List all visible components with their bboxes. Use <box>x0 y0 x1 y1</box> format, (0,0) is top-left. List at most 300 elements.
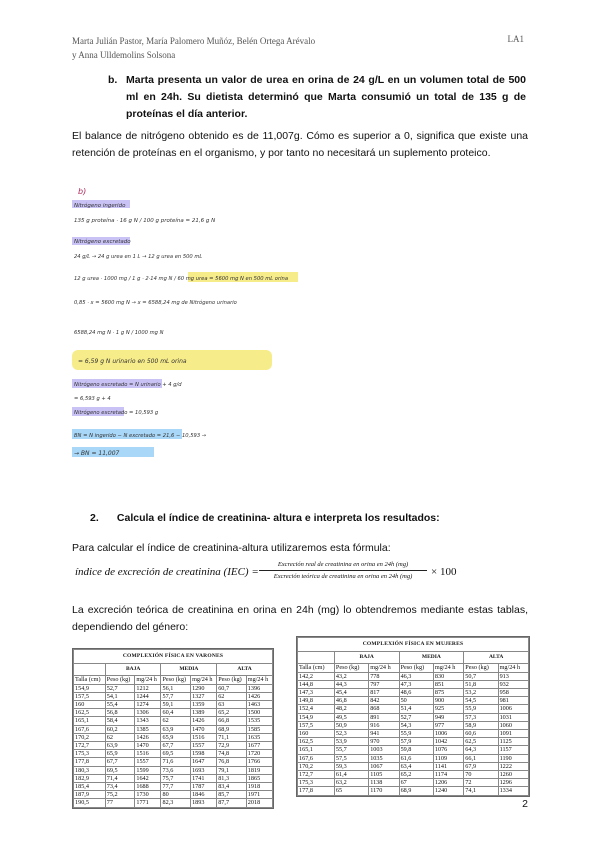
table-cell: 177,8 <box>74 758 106 766</box>
table-cell: 1170 <box>369 787 399 795</box>
table-row <box>298 721 529 729</box>
hw-section2: Nitrógeno excretado <box>74 239 131 245</box>
table-row <box>74 742 273 750</box>
formula-lhs: índice de excreción de creatinina (IEC) = <box>75 566 259 578</box>
table-cell: 57,7 <box>161 692 191 700</box>
hw-line11: → BN = 11,007 <box>74 450 120 457</box>
hw-title: b) <box>78 187 87 196</box>
section-2-title: Calcula el índice de creatinina- altura e interpreta los resultados: <box>116 512 440 524</box>
table-cell: 66,8 <box>217 717 247 725</box>
table-row <box>74 684 273 692</box>
table-cell: 59,8 <box>399 746 433 754</box>
table-cell: 53,9 <box>334 738 368 746</box>
table-cell: 977 <box>433 721 463 729</box>
tables-intro-paragraph: La excreción teórica de creatinina en orina en 24h (mg) lo obtendremos mediante estas tablas, dependiendo del género: <box>72 604 528 633</box>
table-cell: 1516 <box>135 750 161 758</box>
table-cell: 1865 <box>246 774 272 782</box>
table-cell: 65,2 <box>399 771 433 779</box>
table-cell: 1426 <box>135 733 161 741</box>
table-cell: 46,3 <box>399 672 433 680</box>
table-cell: 67 <box>399 779 433 787</box>
table-cell: 1647 <box>191 758 217 766</box>
table-cell: 1635 <box>246 733 272 741</box>
table-women-group: BAJA <box>334 652 399 664</box>
table-women-image <box>296 636 530 797</box>
table-cell: 916 <box>369 721 399 729</box>
table-cell: 1343 <box>135 717 161 725</box>
table-cell: 63,9 <box>105 742 135 750</box>
table-column-header: Peso (kg) <box>217 676 247 684</box>
table-cell: 67,7 <box>161 742 191 750</box>
table-column-header: Talla (cm) <box>74 676 106 684</box>
table-cell: 1819 <box>246 766 272 774</box>
table-cell: 74,1 <box>464 787 498 795</box>
table-cell: 1141 <box>433 762 463 770</box>
table-cell: 1426 <box>246 692 272 700</box>
table-cell: 190,5 <box>74 799 106 807</box>
table-cell: 47,3 <box>399 680 433 688</box>
table-cell: 61,4 <box>334 771 368 779</box>
table-cell: 1730 <box>135 791 161 799</box>
table-cell: 180,3 <box>74 766 106 774</box>
table-cell: 77 <box>105 799 135 807</box>
table-row <box>74 783 273 791</box>
table-cell: 142,2 <box>298 672 335 680</box>
table-cell: 79,1 <box>217 766 247 774</box>
table-row <box>74 750 273 758</box>
table-cell: 1290 <box>191 684 217 692</box>
table-column-header: mg/24 h <box>369 664 399 672</box>
hw-line4: 0,85 · x = 5600 mg N → x = 6588,24 mg de Nitrógeno urinario <box>74 300 237 306</box>
table-cell: 1787 <box>191 783 217 791</box>
authors-line-1: Marta Julián Pastor, María Palomero Muñóz, Belén Ortega Arévalo <box>72 36 316 46</box>
question-b-text: Marta presenta un valor de urea en orina de 24 g/L en un volumen total de 500 ml en 24h. Su dietista determinó que Marta consumió un total de 135 g de proteínas el día anterior. <box>126 74 526 120</box>
table-women-group: MEDIA <box>399 652 464 664</box>
table-cell: 1067 <box>369 762 399 770</box>
table-cell: 70 <box>464 771 498 779</box>
table-cell: 1642 <box>135 774 161 782</box>
table-cell: 1599 <box>135 766 161 774</box>
table-column-header: Peso (kg) <box>105 676 135 684</box>
table-women-spacer <box>298 652 335 664</box>
table-row <box>298 689 529 697</box>
table-cell: 160 <box>298 730 335 738</box>
table-row <box>74 766 273 774</box>
table-cell: 69,5 <box>105 766 135 774</box>
hw-line10: BN = N ingerido − N excretado = 21,6 − 10,593 → <box>74 433 207 439</box>
table-cell: 65 <box>334 787 368 795</box>
table-cell: 57,3 <box>464 713 498 721</box>
fraction-bar <box>259 570 427 571</box>
table-cell: 1426 <box>191 717 217 725</box>
table-cell: 60,7 <box>217 684 247 692</box>
table-cell: 2018 <box>246 799 272 807</box>
table-cell: 72 <box>464 779 498 787</box>
table-cell: 1105 <box>369 771 399 779</box>
table-cell: 1720 <box>246 750 272 758</box>
table-cell: 68,9 <box>217 725 247 733</box>
table-cell: 144,8 <box>298 680 335 688</box>
table-cell: 1296 <box>498 779 528 787</box>
table-cell: 913 <box>498 672 528 680</box>
table-cell: 1359 <box>191 701 217 709</box>
table-cell: 1396 <box>246 684 272 692</box>
table-cell: 69,5 <box>161 750 191 758</box>
table-cell: 817 <box>369 689 399 697</box>
table-cell: 72,9 <box>217 742 247 750</box>
table-cell: 157,5 <box>74 692 106 700</box>
table-cell: 62 <box>217 692 247 700</box>
table-cell: 182,9 <box>74 774 106 782</box>
table-cell: 58,4 <box>105 717 135 725</box>
table-cell: 152,4 <box>298 705 335 713</box>
table-cell: 63 <box>217 701 247 709</box>
section-2-number: 2. <box>90 512 99 524</box>
table-cell: 44,3 <box>334 680 368 688</box>
table-cell: 1334 <box>498 787 528 795</box>
table-cell: 81,3 <box>217 774 247 782</box>
table-cell: 1971 <box>246 791 272 799</box>
table-cell: 1693 <box>191 766 217 774</box>
table-row <box>298 787 529 795</box>
table-cell: 82,3 <box>161 799 191 807</box>
table-cell: 48,2 <box>334 705 368 713</box>
table-cell: 62,5 <box>464 738 498 746</box>
table-row <box>298 762 529 770</box>
table-row <box>298 779 529 787</box>
table-cell: 1516 <box>191 733 217 741</box>
table-cell: 50,7 <box>464 672 498 680</box>
table-cell: 76,8 <box>217 758 247 766</box>
section-2-heading <box>72 512 528 524</box>
table-cell: 1206 <box>433 779 463 787</box>
table-row <box>74 717 273 725</box>
table-cell: 55,9 <box>399 730 433 738</box>
table-cell: 1598 <box>191 750 217 758</box>
hw-line8: = 6,593 g + 4 <box>74 396 111 402</box>
table-cell: 797 <box>369 680 399 688</box>
table-cell: 1091 <box>498 730 528 738</box>
authors-line-2: y Anna Ulldemolins Solsona <box>72 50 176 60</box>
table-men-spacer <box>74 664 106 676</box>
table-cell: 55,7 <box>334 746 368 754</box>
table-cell: 175,3 <box>74 750 106 758</box>
table-cell: 1771 <box>135 799 161 807</box>
table-cell: 52,3 <box>334 730 368 738</box>
table-cell: 56,8 <box>105 709 135 717</box>
table-cell: 54,5 <box>464 697 498 705</box>
table-cell: 1274 <box>135 701 161 709</box>
table-row <box>298 746 529 754</box>
table-cell: 1385 <box>135 725 161 733</box>
table-cell: 1766 <box>246 758 272 766</box>
table-men-caption: COMPLEXIÓN FÍSICA EN VARONES <box>74 650 273 664</box>
table-cell: 61,6 <box>399 754 433 762</box>
hw-line1: 135 g proteína · 16 g N / 100 g proteína = 21,6 g N <box>74 218 216 224</box>
table-cell: 1535 <box>246 717 272 725</box>
hw-section1: Nitrógeno ingerido <box>74 203 126 209</box>
table-cell: 958 <box>498 689 528 697</box>
table-cell: 891 <box>369 713 399 721</box>
table-cell: 1463 <box>246 701 272 709</box>
table-cell: 170,2 <box>298 762 335 770</box>
table-cell: 43,2 <box>334 672 368 680</box>
formula-intro-paragraph: Para calcular el índice de creatinina-altura utilizaremos esta fórmula: <box>72 542 391 554</box>
table-cell: 48,6 <box>399 689 433 697</box>
table-column-header: Peso (kg) <box>464 664 498 672</box>
table-cell: 154,9 <box>74 684 106 692</box>
formula-tail: × 100 <box>431 566 457 578</box>
hw-line3: 12 g urea · 1000 mg / 1 g · 2·14 mg N / 60 mg urea = 5600 mg N en 500 mL orina <box>74 276 289 282</box>
table-cell: 75,7 <box>161 774 191 782</box>
table-cell: 64,3 <box>464 746 498 754</box>
table-column-header: Peso (kg) <box>399 664 433 672</box>
table-women-caption: COMPLEXIÓN FÍSICA EN MUJERES <box>298 638 529 652</box>
table-cell: 54,3 <box>399 721 433 729</box>
iec-formula <box>75 560 535 586</box>
table-cell: 172,7 <box>74 742 106 750</box>
table-cell: 778 <box>369 672 399 680</box>
table-cell: 1157 <box>498 746 528 754</box>
table-cell: 162,5 <box>298 738 335 746</box>
table-cell: 1042 <box>433 738 463 746</box>
table-cell: 1893 <box>191 799 217 807</box>
table-cell: 1741 <box>191 774 217 782</box>
table-cell: 50 <box>399 697 433 705</box>
table-cell: 154,9 <box>298 713 335 721</box>
table-cell: 80 <box>161 791 191 799</box>
table-women-group: ALTA <box>464 652 529 664</box>
table-cell: 875 <box>433 689 463 697</box>
table-cell: 65,9 <box>161 733 191 741</box>
table-cell: 1035 <box>369 754 399 762</box>
table-row <box>298 771 529 779</box>
table-cell: 1327 <box>191 692 217 700</box>
table-cell: 83,4 <box>217 783 247 791</box>
table-cell: 71,4 <box>105 774 135 782</box>
table-cell: 981 <box>498 697 528 705</box>
table-row <box>74 733 273 741</box>
table-cell: 830 <box>433 672 463 680</box>
hw-line9: Nitrógeno excretado = 10,593 g <box>74 410 159 416</box>
table-cell: 842 <box>369 697 399 705</box>
table-cell: 63,2 <box>334 779 368 787</box>
table-cell: 59,1 <box>161 701 191 709</box>
table-cell: 1222 <box>498 762 528 770</box>
table-cell: 56,1 <box>161 684 191 692</box>
table-cell: 60,4 <box>161 709 191 717</box>
table-cell: 172,7 <box>298 771 335 779</box>
table-row <box>74 725 273 733</box>
table-cell: 85,7 <box>217 791 247 799</box>
handwritten-notes-image <box>72 182 332 472</box>
table-men-group: BAJA <box>105 664 161 676</box>
table-row <box>298 705 529 713</box>
table-row <box>298 738 529 746</box>
table-cell: 68,9 <box>399 787 433 795</box>
table-cell: 65,9 <box>105 750 135 758</box>
table-row <box>298 730 529 738</box>
table-cell: 1212 <box>135 684 161 692</box>
table-column-header: Talla (cm) <box>298 664 335 672</box>
hw-line7: Nitrógeno excretado = N urinario + 4 g/d <box>74 382 182 388</box>
table-cell: 1076 <box>433 746 463 754</box>
document-header <box>72 34 372 62</box>
table-column-header: mg/24 h <box>246 676 272 684</box>
table-cell: 1244 <box>135 692 161 700</box>
table-cell: 1060 <box>498 721 528 729</box>
table-cell: 1557 <box>135 758 161 766</box>
table-cell: 53,2 <box>464 689 498 697</box>
table-row <box>74 791 273 799</box>
formula-denominator: Excreción teórica de creatinina en orina en 24h (mg) <box>273 573 413 580</box>
table-row <box>74 701 273 709</box>
table-cell: 71,6 <box>161 758 191 766</box>
table-row <box>74 799 273 807</box>
table-cell: 1240 <box>433 787 463 795</box>
table-cell: 1003 <box>369 746 399 754</box>
hw-line5: 6588,24 mg N · 1 g N / 1000 mg N <box>74 330 164 336</box>
table-row <box>298 672 529 680</box>
table-cell: 1260 <box>498 771 528 779</box>
table-cell: 62 <box>105 733 135 741</box>
table-cell: 167,6 <box>298 754 335 762</box>
table-cell: 147,3 <box>298 689 335 697</box>
table-cell: 1138 <box>369 779 399 787</box>
table-cell: 1470 <box>135 742 161 750</box>
table-men <box>73 649 273 808</box>
table-cell: 949 <box>433 713 463 721</box>
table-cell: 50,9 <box>334 721 368 729</box>
table-cell: 1109 <box>433 754 463 762</box>
document-code: LA1 <box>507 34 524 44</box>
table-cell: 57,9 <box>399 738 433 746</box>
table-row <box>298 680 529 688</box>
table-cell: 54,1 <box>105 692 135 700</box>
table-cell: 1031 <box>498 713 528 721</box>
table-cell: 1677 <box>246 742 272 750</box>
table-cell: 941 <box>369 730 399 738</box>
table-cell: 157,5 <box>298 721 335 729</box>
table-cell: 165,1 <box>74 717 106 725</box>
table-cell: 1006 <box>433 730 463 738</box>
table-row <box>298 754 529 762</box>
table-cell: 932 <box>498 680 528 688</box>
question-b-label: b. <box>108 74 118 86</box>
table-cell: 185,4 <box>74 783 106 791</box>
table-cell: 60,2 <box>105 725 135 733</box>
table-row <box>74 758 273 766</box>
table-cell: 75,2 <box>105 791 135 799</box>
table-cell: 57,5 <box>334 754 368 762</box>
table-men-group: ALTA <box>217 664 273 676</box>
table-cell: 170,2 <box>74 733 106 741</box>
table-cell: 177,8 <box>298 787 335 795</box>
question-b <box>108 72 526 123</box>
table-column-header: mg/24 h <box>433 664 463 672</box>
table-cell: 1190 <box>498 754 528 762</box>
table-cell: 46,8 <box>334 697 368 705</box>
table-column-header: Peso (kg) <box>161 676 191 684</box>
table-cell: 1306 <box>135 709 161 717</box>
table-cell: 67,9 <box>464 762 498 770</box>
table-column-header: Peso (kg) <box>334 664 368 672</box>
table-row <box>74 709 273 717</box>
table-cell: 167,6 <box>74 725 106 733</box>
table-cell: 1585 <box>246 725 272 733</box>
table-cell: 1470 <box>191 725 217 733</box>
table-cell: 55,9 <box>464 705 498 713</box>
table-cell: 970 <box>369 738 399 746</box>
formula-fraction <box>259 560 427 581</box>
table-cell: 1688 <box>135 783 161 791</box>
table-cell: 162,5 <box>74 709 106 717</box>
table-cell: 45,4 <box>334 689 368 697</box>
table-cell: 74,8 <box>217 750 247 758</box>
table-cell: 187,9 <box>74 791 106 799</box>
table-row <box>74 692 273 700</box>
table-cell: 1918 <box>246 783 272 791</box>
table-cell: 149,8 <box>298 697 335 705</box>
table-cell: 60,6 <box>464 730 498 738</box>
table-cell: 1500 <box>246 709 272 717</box>
table-cell: 175,3 <box>298 779 335 787</box>
table-column-header: mg/24 h <box>498 664 528 672</box>
table-cell: 1846 <box>191 791 217 799</box>
page-number: 2 <box>522 798 528 810</box>
table-cell: 160 <box>74 701 106 709</box>
table-cell: 925 <box>433 705 463 713</box>
table-cell: 52,7 <box>399 713 433 721</box>
table-cell: 51,4 <box>399 705 433 713</box>
table-cell: 49,5 <box>334 713 368 721</box>
table-cell: 51,8 <box>464 680 498 688</box>
table-cell: 66,1 <box>464 754 498 762</box>
table-women <box>297 637 529 796</box>
table-cell: 1389 <box>191 709 217 717</box>
table-cell: 67,7 <box>105 758 135 766</box>
table-men-group: MEDIA <box>161 664 217 676</box>
table-cell: 52,7 <box>105 684 135 692</box>
hw-line2: 24 g/L → 24 g urea en 1 L → 12 g urea en 500 mL <box>74 254 203 260</box>
formula-numerator: Excreción real de creatinina en orina en 24h (mg) <box>277 561 409 568</box>
table-row <box>298 713 529 721</box>
table-cell: 1174 <box>433 771 463 779</box>
table-cell: 55,4 <box>105 701 135 709</box>
table-column-header: mg/24 h <box>135 676 161 684</box>
table-cell: 73,6 <box>161 766 191 774</box>
table-cell: 63,4 <box>399 762 433 770</box>
table-cell: 868 <box>369 705 399 713</box>
table-row <box>298 697 529 705</box>
table-cell: 62 <box>161 717 191 725</box>
table-cell: 851 <box>433 680 463 688</box>
table-cell: 63,9 <box>161 725 191 733</box>
table-cell: 59,3 <box>334 762 368 770</box>
table-cell: 900 <box>433 697 463 705</box>
table-cell: 165,1 <box>298 746 335 754</box>
table-cell: 65,2 <box>217 709 247 717</box>
table-cell: 58,9 <box>464 721 498 729</box>
table-cell: 1006 <box>498 705 528 713</box>
table-cell: 73,4 <box>105 783 135 791</box>
table-row <box>74 774 273 782</box>
table-cell: 77,7 <box>161 783 191 791</box>
table-cell: 87,7 <box>217 799 247 807</box>
hw-line6: = 6,59 g N urinario en 500 mL orina <box>78 358 187 365</box>
table-men-image <box>72 648 274 809</box>
nitrogen-balance-paragraph: El balance de nitrógeno obtenido es de 11,007g. Cómo es superior a 0, significa que existe una retención de proteínas en el organismo, y por tanto no necesitará un suplemento proteico. <box>72 130 528 159</box>
